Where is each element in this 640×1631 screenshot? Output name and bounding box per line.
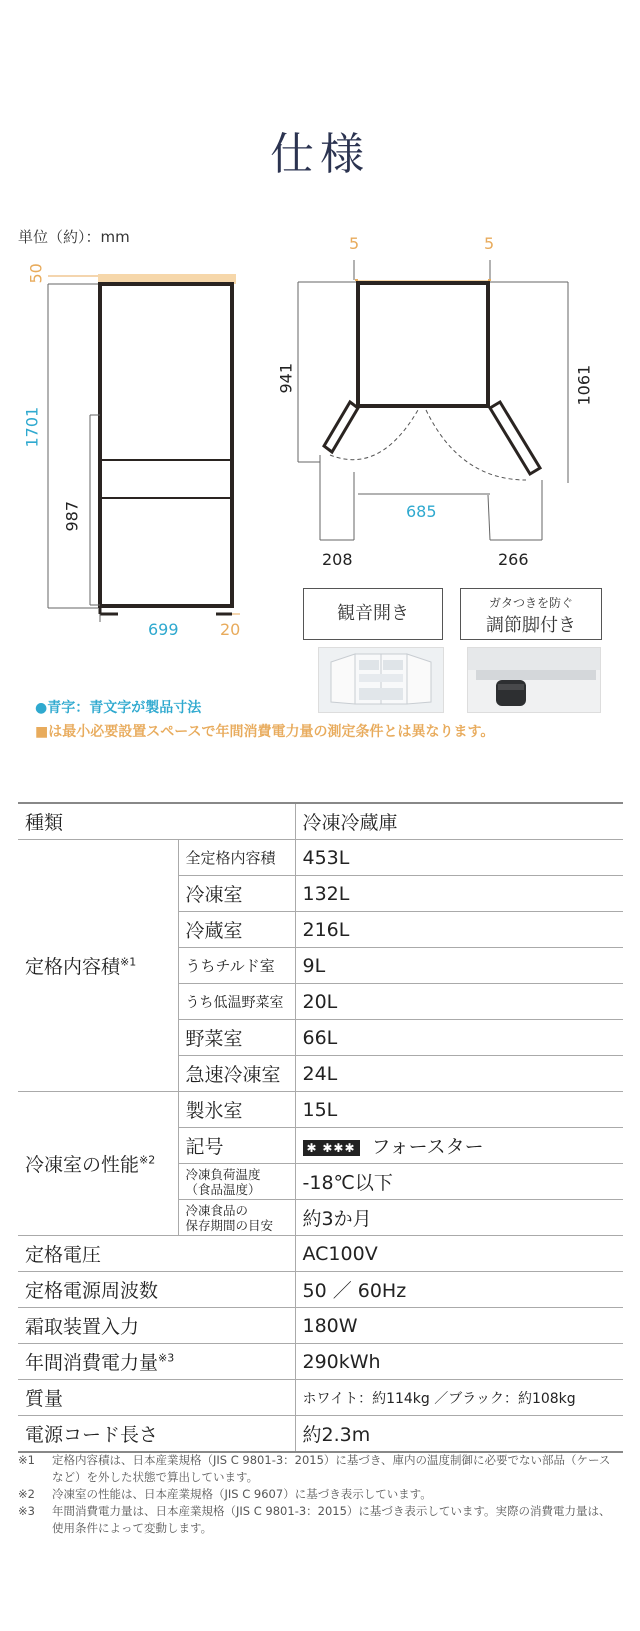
fridge-body-top: [358, 283, 488, 406]
dim-height: 1701: [22, 406, 42, 448]
row-value: 24L: [295, 1056, 623, 1092]
footnote: ※2 冷凍室の性能は、日本産業規格（JIS C 9607）に基づき表示しています。: [18, 1487, 432, 1501]
row-value: 冷凍冷蔵庫: [295, 803, 623, 840]
row-label: 冷凍室: [178, 876, 295, 912]
row-label: 年間消費電力量$^{※3}$: [18, 1344, 295, 1380]
row-label: 記号: [178, 1128, 295, 1164]
row-value: 9L: [295, 948, 623, 984]
page-title: 仕様: [270, 129, 370, 180]
table-row: [18, 1092, 623, 1128]
row-value: 216L: [295, 912, 623, 948]
top-view-diagram: [290, 250, 590, 550]
row-value: 66L: [295, 1020, 623, 1056]
row-value: -18℃以下: [295, 1164, 623, 1200]
dim-back-clearance: 20: [220, 620, 241, 639]
dim-side-left: 5: [349, 234, 360, 253]
fridge-body-side: [100, 284, 232, 606]
row-value: AC100V: [295, 1236, 623, 1272]
row-label: 霜取装置入力: [18, 1308, 295, 1344]
door-type-label: 観音開き: [303, 588, 443, 640]
row-value: 15L: [295, 1092, 623, 1128]
dim-door-height: 987: [62, 500, 82, 532]
dim-top-clearance: 50: [26, 263, 46, 284]
row-value: 132L: [295, 876, 623, 912]
spec-table: [18, 802, 623, 1453]
row-label: 冷凍食品の 保存期間の目安: [178, 1200, 295, 1236]
footnote: ※3 年間消費電力量は、日本産業規格（JIS C 9801-3：2015）に基づき表示しています。実際の消費電力量は、使用条件によって変動します。: [18, 1504, 611, 1535]
row-value: 453L: [295, 840, 623, 876]
row-value: 20L: [295, 984, 623, 1020]
table-row: [18, 1380, 623, 1416]
table-row: [18, 1344, 623, 1380]
row-label: 定格電圧: [18, 1236, 295, 1272]
row-label: 冷蔵室: [178, 912, 295, 948]
row-label: 種類: [18, 803, 295, 840]
row-label: 冷凍負荷温度 （食品温度）: [178, 1164, 295, 1200]
capacity-group-label: 定格内容積$^{※1}$: [18, 840, 178, 1092]
footnote: ※1 定格内容積は、日本産業規格（JIS C 9801-3：2015）に基づき、庫内の温度制御に必要でない部品（ケースなど）を外した状態で算出しています。: [18, 1453, 611, 1484]
row-value: 50 ／ 60Hz: [295, 1272, 623, 1308]
row-label: 全定格内容積: [178, 840, 295, 876]
legend-blue: ●青字：青文字が製品寸法: [35, 700, 202, 716]
dim-open-depth-left: 941: [276, 362, 296, 394]
adjuster-label: 調節脚付き: [486, 615, 576, 636]
footnotes: [18, 1452, 618, 1537]
dim-depth: 699: [148, 620, 179, 639]
row-label: 製氷室: [178, 1092, 295, 1128]
row-value: 290kWh: [295, 1344, 623, 1380]
adjuster-label-box: [460, 588, 602, 640]
dim-door-right: 266: [498, 550, 529, 569]
freezer-group-label: 冷凍室の性能$^{※2}$: [18, 1092, 178, 1236]
table-row: [18, 1308, 623, 1344]
table-row: [18, 1272, 623, 1308]
row-value: 約3か月: [295, 1200, 623, 1236]
open-doors-photo: [318, 647, 444, 713]
row-label: 急速冷凍室: [178, 1056, 295, 1092]
dim-width: 685: [406, 502, 437, 521]
row-value: 約2.3m: [295, 1416, 623, 1453]
table-row: [18, 1416, 623, 1453]
table-row: [18, 803, 623, 840]
table-row: [18, 1236, 623, 1272]
row-label: 質量: [18, 1380, 295, 1416]
row-label: 定格電源周波数: [18, 1272, 295, 1308]
unit-label: 単位（約）：mm: [18, 228, 130, 246]
row-label: 電源コード長さ: [18, 1416, 295, 1453]
row-label: うち低温野菜室: [178, 984, 295, 1020]
dim-side-right: 5: [484, 234, 495, 253]
adjuster-foot-photo: [467, 647, 601, 713]
table-row: [18, 840, 623, 876]
adjuster-caption: ガタつきを防ぐ: [488, 596, 573, 610]
legend-orange: ■は最小必要設置スペースで年間消費電力量の測定条件とは異なります。: [35, 724, 495, 740]
dim-open-depth-right: 1061: [574, 364, 594, 406]
four-star-mark-icon: ✱ ✱✱✱: [303, 1140, 360, 1156]
dim-door-left: 208: [322, 550, 353, 569]
row-label: 野菜室: [178, 1020, 295, 1056]
row-value: ホワイト：約114kg ／ブラック：約108kg: [295, 1380, 623, 1416]
row-label: うちチルド室: [178, 948, 295, 984]
row-value: ✱ ✱✱✱ フォースター: [295, 1128, 623, 1164]
row-value: 180W: [295, 1308, 623, 1344]
